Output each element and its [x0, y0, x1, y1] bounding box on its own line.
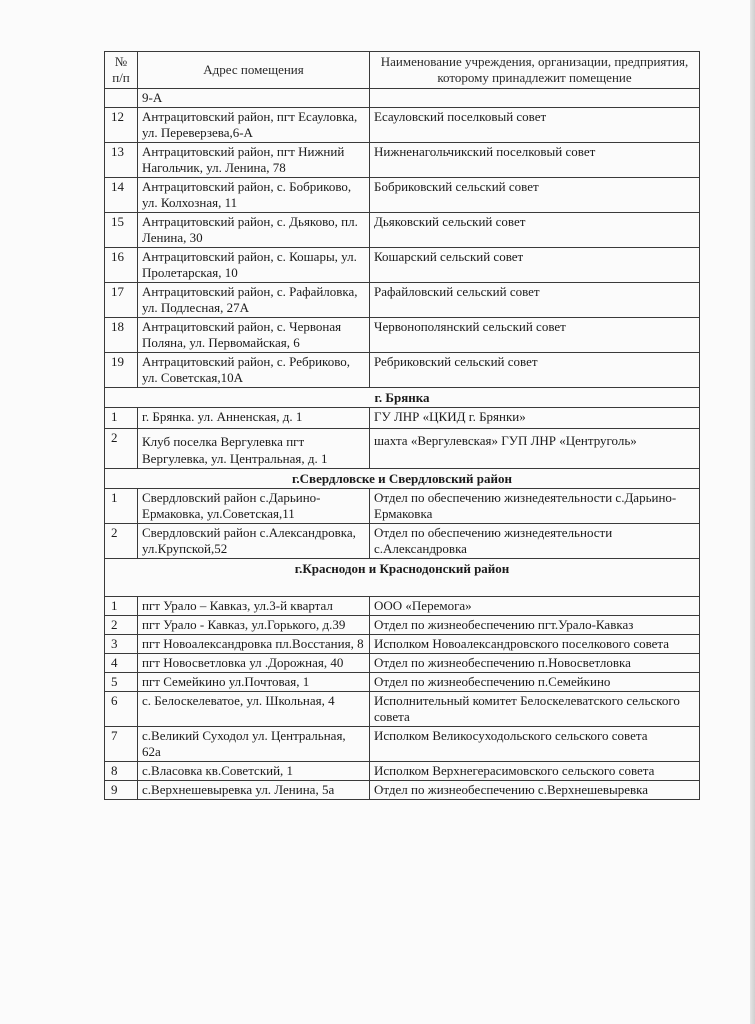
row-address: с.Великий Суходол ул. Центральная, 62а	[138, 727, 370, 762]
section-header-row	[105, 388, 700, 408]
table-row	[105, 692, 700, 727]
table-row	[105, 762, 700, 781]
row-org: Бобриковский сельский совет	[370, 178, 700, 213]
row-org: шахта «Вергулевская» ГУП ЛНР «Центруголь»	[370, 429, 700, 469]
continuation-row	[105, 89, 700, 108]
table-row	[105, 318, 700, 353]
header-org: Наименование учреждения, организации, предприятия, которому принадлежит помещение	[370, 52, 700, 89]
table-cell	[370, 89, 700, 108]
row-org: Кошарский сельский совет	[370, 248, 700, 283]
row-number: 17	[105, 283, 138, 318]
section-title: г.Краснодон и Краснодонский район	[105, 559, 700, 597]
table-cell	[105, 89, 138, 108]
section-header-row	[105, 469, 700, 489]
table-row	[105, 489, 700, 524]
table-row	[105, 616, 700, 635]
row-address: Антрацитовский район, пгт Есауловка, ул. Переверзева,6-А	[138, 108, 370, 143]
header-num: № п/п	[105, 52, 138, 89]
row-number: 8	[105, 762, 138, 781]
table-row	[105, 408, 700, 429]
row-address: Свердловский район с.Александровка, ул.Крупской,52	[138, 524, 370, 559]
row-number: 7	[105, 727, 138, 762]
table-row	[105, 727, 700, 762]
row-number: 9	[105, 781, 138, 800]
row-org: Отдел по обеспечению жизнедеятельности с.Александровка	[370, 524, 700, 559]
row-number: 18	[105, 318, 138, 353]
row-address: Антрацитовский район, с. Дьяково, пл. Ленина, 30	[138, 213, 370, 248]
table-row	[105, 178, 700, 213]
row-address: Антрацитовский район, с. Бобриково, ул. Колхозная, 11	[138, 178, 370, 213]
row-number: 1	[105, 408, 138, 429]
section-title: г.Свердловске и Свердловский район	[105, 469, 700, 489]
row-address: с.Власовка кв.Советский, 1	[138, 762, 370, 781]
table-row	[105, 213, 700, 248]
table-row	[105, 654, 700, 673]
row-address: Антрацитовский район, пгт Нижний Нагольчик, ул. Ленина, 78	[138, 143, 370, 178]
row-address: с.Верхнешевыревка ул. Ленина, 5а	[138, 781, 370, 800]
row-org: Исполком Новоалександровского поселкового совета	[370, 635, 700, 654]
row-number: 4	[105, 654, 138, 673]
row-address: пгт Новоалександровка пл.Восстания, 8	[138, 635, 370, 654]
table-row	[105, 673, 700, 692]
table-row	[105, 248, 700, 283]
row-number: 2	[105, 524, 138, 559]
row-org: Отдел по жизнеобеспечению п.Новосветловка	[370, 654, 700, 673]
row-number: 6	[105, 692, 138, 727]
continuation-text: 9-А	[138, 89, 370, 108]
row-org: Исполком Верхнегерасимовского сельского совета	[370, 762, 700, 781]
row-org: Нижненагольчикский поселковый совет	[370, 143, 700, 178]
table-row	[105, 429, 700, 469]
row-number: 2	[105, 616, 138, 635]
row-org: Рафайловский сельский совет	[370, 283, 700, 318]
table-row	[105, 353, 700, 388]
row-number: 13	[105, 143, 138, 178]
table-row	[105, 524, 700, 559]
row-org: ГУ ЛНР «ЦКИД г. Брянки»	[370, 408, 700, 429]
row-number: 19	[105, 353, 138, 388]
row-address: Антрацитовский район, с. Ребриково, ул. Советская,10А	[138, 353, 370, 388]
row-address: пгт Новосветловка ул .Дорожная, 40	[138, 654, 370, 673]
scan-edge	[750, 0, 755, 1024]
row-org: Отдел по жизнеобеспечению с.Верхнешевыревка	[370, 781, 700, 800]
row-address: Клуб поселка Вергулевка пгт Вергулевка, ул. Центральная, д. 1	[138, 429, 370, 469]
row-org: ООО «Перемога»	[370, 597, 700, 616]
row-number: 2	[105, 429, 138, 469]
table-row	[105, 283, 700, 318]
row-org: Червонополянский сельский совет	[370, 318, 700, 353]
row-org: Дьяковский сельский совет	[370, 213, 700, 248]
row-org: Отдел по обеспечению жизнедеятельности с.Дарьино-Ермаковка	[370, 489, 700, 524]
header-address: Адрес помещения	[138, 52, 370, 89]
row-org: Исполнительный комитет Белоскелеватского сельского совета	[370, 692, 700, 727]
row-number: 5	[105, 673, 138, 692]
section-header-row	[105, 559, 700, 597]
row-address: Свердловский район с.Дарьино-Ермаковка, ул.Советская,11	[138, 489, 370, 524]
section-title: г. Брянка	[105, 388, 700, 408]
row-number: 3	[105, 635, 138, 654]
table-header-row	[105, 52, 700, 89]
row-number: 14	[105, 178, 138, 213]
table-row	[105, 597, 700, 616]
row-number: 1	[105, 597, 138, 616]
row-org: Ребриковский сельский совет	[370, 353, 700, 388]
row-address: пгт Урало – Кавказ, ул.3-й квартал	[138, 597, 370, 616]
row-address: Антрацитовский район, с. Рафайловка, ул. Подлесная, 27А	[138, 283, 370, 318]
row-address: г. Брянка. ул. Анненская, д. 1	[138, 408, 370, 429]
row-number: 16	[105, 248, 138, 283]
row-org: Отдел по жизнеобеспечению пгт.Урало-Кавказ	[370, 616, 700, 635]
row-address: Антрацитовский район, с. Червоная Поляна, ул. Первомайская, 6	[138, 318, 370, 353]
row-address: с. Белоскелеватое, ул. Школьная, 4	[138, 692, 370, 727]
row-number: 1	[105, 489, 138, 524]
row-number: 15	[105, 213, 138, 248]
row-number: 12	[105, 108, 138, 143]
table-row	[105, 781, 700, 800]
table-row	[105, 108, 700, 143]
row-org: Отдел по жизнеобеспечению п.Семейкино	[370, 673, 700, 692]
table-row	[105, 143, 700, 178]
row-org: Исполком Великосуходольского сельского совета	[370, 727, 700, 762]
row-address: Антрацитовский район, с. Кошары, ул. Пролетарская, 10	[138, 248, 370, 283]
row-org: Есауловский поселковый совет	[370, 108, 700, 143]
row-address: пгт Семейкино ул.Почтовая, 1	[138, 673, 370, 692]
table-row	[105, 635, 700, 654]
premises-table	[104, 51, 700, 800]
row-address: пгт Урало - Кавказ, ул.Горького, д.39	[138, 616, 370, 635]
